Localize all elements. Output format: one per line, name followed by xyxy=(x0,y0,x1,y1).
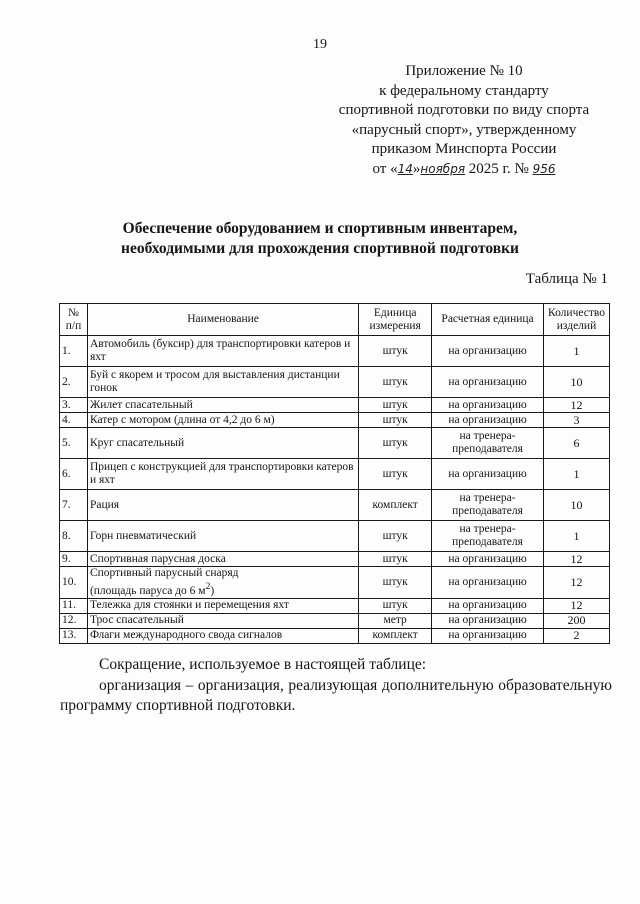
table-row xyxy=(60,413,610,428)
row-unit: метр xyxy=(359,613,432,628)
row-calc-unit: на организацию xyxy=(432,367,544,398)
row-qty: 200 xyxy=(543,613,609,628)
appendix-line-approved: «парусный спорт», утвержденному xyxy=(351,121,577,138)
row-calc-unit: на организацию xyxy=(432,459,544,490)
row-calc-unit: на организацию xyxy=(432,552,544,567)
table-row xyxy=(60,459,610,490)
row-name: Спортивная парусная доска xyxy=(87,552,358,567)
row-name xyxy=(87,567,358,599)
handwritten-month: ноября xyxy=(420,161,466,176)
table-row xyxy=(60,613,610,628)
row-num: 9. xyxy=(60,552,88,567)
page-number: 19 xyxy=(313,37,327,52)
row-qty: 12 xyxy=(543,398,609,413)
row-qty: 12 xyxy=(543,567,609,599)
appendix-title: Приложение № 10 xyxy=(405,63,523,79)
handwritten-day: 14 xyxy=(397,161,413,176)
row-name: Круг спасательный xyxy=(87,428,358,459)
row-calc-unit: на тренера-преподавателя xyxy=(432,521,544,552)
date-mid: » xyxy=(412,160,421,177)
row-num: 10. xyxy=(60,567,88,599)
row-name: Катер с мотором (длина от 4,2 до 6 м) xyxy=(87,413,358,428)
row-name: Автомобиль (буксир) для транспортировки катеров и яхт xyxy=(87,336,358,367)
row-calc-unit: на организацию xyxy=(432,567,544,599)
date-year: 2025 г. № xyxy=(465,160,533,177)
row-num: 7. xyxy=(60,490,88,521)
document-title-line1: Обеспечение оборудованием и спортивным инвентарем, xyxy=(122,220,518,237)
header-qty: Количество изделий xyxy=(543,304,609,336)
row-unit: штук xyxy=(359,459,432,490)
row-num: 8. xyxy=(60,521,88,552)
row-name-line2-end: ) xyxy=(210,584,215,597)
row-name: Прицеп с конструкцией для транспортировки катеров и яхт xyxy=(87,459,358,490)
table-row xyxy=(60,398,610,413)
row-unit: комплект xyxy=(359,628,432,643)
row-calc-unit: на организацию xyxy=(432,628,544,643)
table-row xyxy=(60,521,610,552)
row-name: Горн пневматический xyxy=(87,521,358,552)
row-calc-unit: на организацию xyxy=(432,398,544,413)
row-name-line1: Спортивный парусный снаряд xyxy=(89,567,239,579)
row-num: 12. xyxy=(60,613,88,628)
row-unit: комплект xyxy=(359,490,432,521)
row-qty: 1 xyxy=(543,336,609,367)
header-unit: Единица измерения xyxy=(359,304,432,336)
row-unit: штук xyxy=(359,336,432,367)
row-name: Тележка для стоянки и перемещения яхт xyxy=(87,598,358,613)
row-unit: штук xyxy=(359,598,432,613)
header-num: № п/п xyxy=(60,304,88,336)
abbreviation-text: организация – организация, реализующая дополнительную образовательную программу спортивной подготовки. xyxy=(60,677,612,714)
row-qty: 10 xyxy=(543,490,609,521)
row-qty: 1 xyxy=(543,459,609,490)
row-name: Буй с якорем и тросом для выставления дистанции гонок xyxy=(87,367,358,398)
row-qty: 2 xyxy=(543,628,609,643)
row-num: 3. xyxy=(60,398,88,413)
table-row xyxy=(60,598,610,613)
row-name: Флаги международного свода сигналов xyxy=(87,628,358,643)
row-unit: штук xyxy=(359,552,432,567)
row-calc-unit: на тренера-преподавателя xyxy=(432,490,544,521)
table-row xyxy=(60,367,610,398)
row-name: Рация xyxy=(87,490,358,521)
row-num: 1. xyxy=(60,336,88,367)
header-name: Наименование xyxy=(87,304,358,336)
row-name-superscript: 2 xyxy=(205,581,211,592)
table-row xyxy=(60,552,610,567)
table-row xyxy=(60,628,610,643)
handwritten-order-number: 956 xyxy=(532,161,556,176)
appendix-header xyxy=(330,62,598,179)
row-calc-unit: на тренера-преподавателя xyxy=(432,428,544,459)
row-calc-unit: на организацию xyxy=(432,413,544,428)
row-num: 11. xyxy=(60,598,88,613)
table-row xyxy=(60,336,610,367)
approval-date-line xyxy=(330,160,598,180)
row-qty: 3 xyxy=(543,413,609,428)
row-unit: штук xyxy=(359,413,432,428)
row-num: 4. xyxy=(60,413,88,428)
appendix-line-sport: спортивной подготовки по виду спорта xyxy=(338,102,590,118)
table-row xyxy=(60,428,610,459)
row-name-line2: (площадь паруса до 6 м xyxy=(89,584,206,597)
appendix-line-standard: к федеральному стандарту xyxy=(379,82,549,99)
row-unit: штук xyxy=(359,428,432,459)
row-num: 6. xyxy=(60,459,88,490)
row-num: 5. xyxy=(60,428,88,459)
table-row xyxy=(60,567,610,599)
row-qty: 12 xyxy=(543,552,609,567)
row-calc-unit: на организацию xyxy=(432,336,544,367)
document-title xyxy=(0,219,640,259)
row-name: Жилет спасательный xyxy=(87,398,358,413)
row-num: 13. xyxy=(60,628,88,643)
row-calc-unit: на организацию xyxy=(432,613,544,628)
equipment-table xyxy=(59,303,610,644)
row-qty: 6 xyxy=(543,428,609,459)
row-num: 2. xyxy=(60,367,88,398)
table-row xyxy=(60,490,610,521)
date-prefix: от « xyxy=(372,160,398,177)
row-unit: штук xyxy=(359,521,432,552)
row-unit: штук xyxy=(359,367,432,398)
table-caption: Таблица № 1 xyxy=(525,271,608,287)
row-calc-unit: на организацию xyxy=(432,598,544,613)
header-calc-unit: Расчетная единица xyxy=(432,304,544,336)
row-unit: штук xyxy=(359,567,432,599)
appendix-line-ministry: приказом Минспорта России xyxy=(371,141,557,157)
document-title-line2: необходимыми для прохождения спортивной подготовки xyxy=(121,240,519,257)
abbreviation-heading: Сокращение, используемое в настоящей таблице: xyxy=(99,656,427,673)
table-header-row xyxy=(60,304,610,336)
row-unit: штук xyxy=(359,398,432,413)
row-qty: 12 xyxy=(543,598,609,613)
row-qty: 10 xyxy=(543,367,609,398)
row-name: Трос спасательный xyxy=(87,613,358,628)
row-qty: 1 xyxy=(543,521,609,552)
